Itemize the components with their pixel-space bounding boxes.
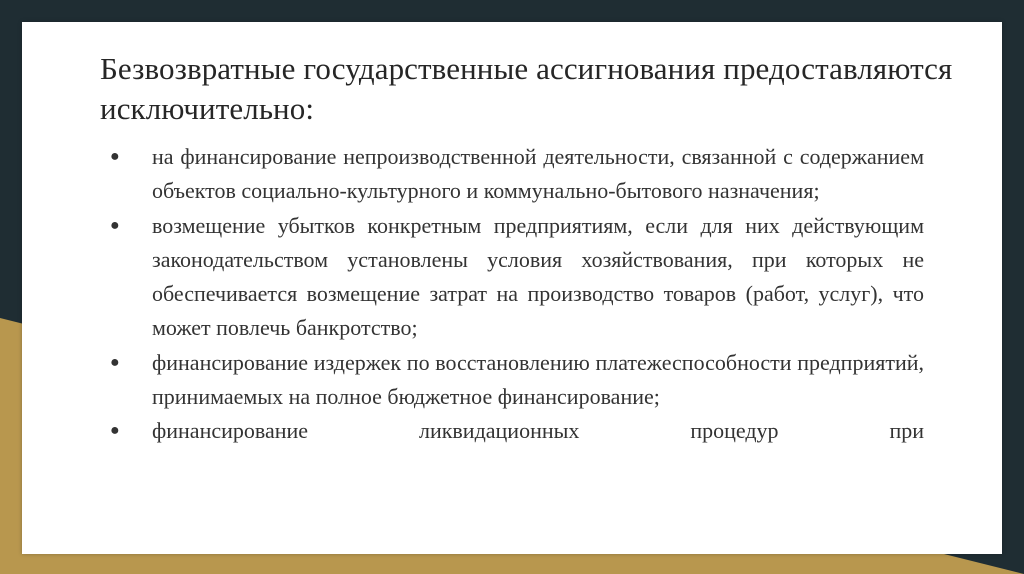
slide-title: Безвозвратные государственные ассигнования предоставляются исключительно: — [100, 51, 953, 126]
bullet-item — [110, 140, 924, 209]
bullet-dot-icon: ● — [110, 216, 120, 234]
bullet-text: финансирование издержек по восстановлению платежеспособности предприятий, принимаемых на полное бюджетное финансирование; — [152, 349, 924, 410]
bullet-text: финансирование ликвидационных процедур при — [152, 418, 924, 444]
bullet-item — [110, 414, 924, 448]
bullet-text: на финансирование непроизводственной деятельности, связанной с содержанием объектов социально-культурного и коммунально-бытового назначения; — [152, 144, 924, 204]
bullet-dot-icon: ● — [110, 148, 120, 165]
bullet-text: возмещение убытков конкретным предприятиям, если для них действующим законодательством установлены условия хозяйствования, при которых не обеспечивается возмещение затрат на производство товаров (работ, услуг), что может повлечь банкротство; — [152, 212, 924, 341]
bullet-dot-icon: ● — [110, 422, 120, 440]
slide — [22, 22, 1002, 554]
bullet-item — [110, 209, 924, 346]
bullet-item — [110, 346, 924, 415]
bullet-dot-icon: ● — [110, 353, 120, 371]
bullet-list — [110, 140, 924, 449]
